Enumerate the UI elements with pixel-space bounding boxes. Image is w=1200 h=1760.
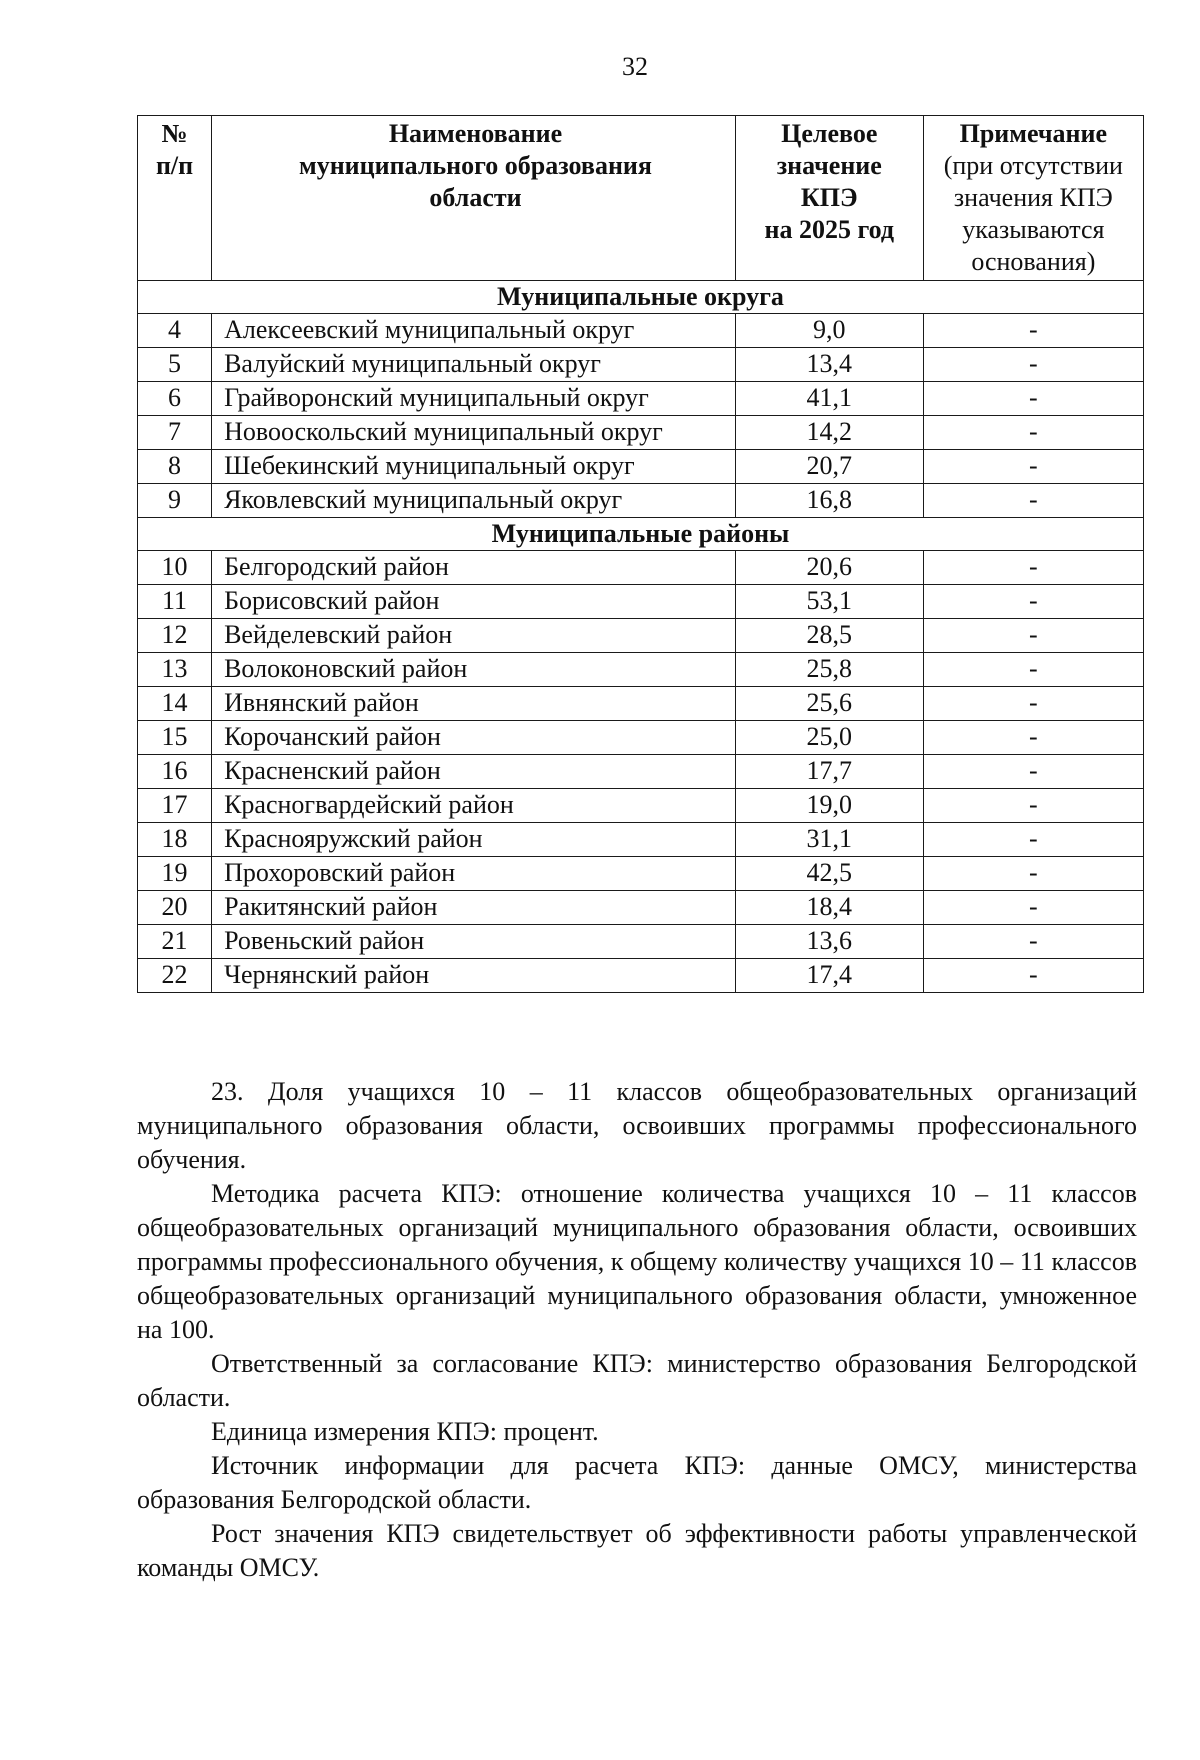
table-row [138, 585, 1144, 619]
row-name: Ракитянский район [212, 891, 736, 925]
header-name [212, 116, 736, 281]
kpe-table [137, 115, 1144, 993]
row-value: 42,5 [735, 857, 923, 891]
row-value: 14,2 [735, 416, 923, 450]
paragraph: Методика расчета КПЭ: отношение количества учащихся 10 – 11 классов общеобразовательных организаций муниципального образования области, освоивших программы профессионального обучения, к общему количеству учащихся 10 – 11 классов общеобразовательных организаций муниципального образования области, умноженное на 100. [137, 1179, 1137, 1344]
header-num [138, 116, 212, 281]
header-value-line: значение [776, 151, 882, 180]
row-number: 20 [138, 891, 212, 925]
table-row [138, 925, 1144, 959]
row-name: Чернянский район [212, 959, 736, 993]
row-note: - [923, 959, 1143, 993]
row-note: - [923, 348, 1143, 382]
row-note: - [923, 314, 1143, 348]
page-number: 32 [622, 52, 648, 81]
row-note: - [923, 925, 1143, 959]
table-header-row [138, 116, 1144, 281]
row-value: 41,1 [735, 382, 923, 416]
row-name: Вейделевский район [212, 619, 736, 653]
row-name: Ровеньский район [212, 925, 736, 959]
table-body [138, 281, 1144, 993]
row-note: - [923, 416, 1143, 450]
header-value-line: КПЭ [800, 183, 858, 212]
row-note: - [923, 382, 1143, 416]
row-value: 20,7 [735, 450, 923, 484]
table-row [138, 959, 1144, 993]
row-number: 6 [138, 382, 212, 416]
row-value: 53,1 [735, 585, 923, 619]
row-number: 12 [138, 619, 212, 653]
row-number: 16 [138, 755, 212, 789]
table-row [138, 789, 1144, 823]
row-number: 10 [138, 551, 212, 585]
row-value: 17,4 [735, 959, 923, 993]
header-num-line: п/п [155, 151, 194, 180]
row-name: Валуйский муниципальный округ [212, 348, 736, 382]
row-name: Белгородский район [212, 551, 736, 585]
row-name: Грайворонский муниципальный округ [212, 382, 736, 416]
row-value: 16,8 [735, 484, 923, 518]
row-note: - [923, 619, 1143, 653]
row-note: - [923, 789, 1143, 823]
header-name-line: области [429, 183, 522, 212]
row-note: - [923, 551, 1143, 585]
row-name: Краснояружский район [212, 823, 736, 857]
header-value-line: Целевое [781, 119, 878, 148]
table-row [138, 823, 1144, 857]
row-value: 9,0 [735, 314, 923, 348]
table-row [138, 484, 1144, 518]
table-row [138, 416, 1144, 450]
header-note-line: значения КПЭ [953, 183, 1113, 212]
row-name: Красногвардейский район [212, 789, 736, 823]
row-note: - [923, 687, 1143, 721]
group-title: Муниципальные районы [138, 518, 1144, 551]
row-value: 25,6 [735, 687, 923, 721]
row-name: Волоконовский район [212, 653, 736, 687]
group-title: Муниципальные округа [138, 281, 1144, 314]
header-value [735, 116, 923, 281]
row-number: 22 [138, 959, 212, 993]
table-row [138, 450, 1144, 484]
header-note-line: (при отсутствии [943, 151, 1123, 180]
row-note: - [923, 857, 1143, 891]
paragraph: Рост значения КПЭ свидетельствует об эффективности работы управленческой команды ОМСУ. [137, 1519, 1137, 1582]
group-row [138, 281, 1144, 314]
row-value: 20,6 [735, 551, 923, 585]
row-name: Алексеевский муниципальный округ [212, 314, 736, 348]
row-value: 18,4 [735, 891, 923, 925]
header-note-title: Примечание [959, 119, 1108, 148]
table-row [138, 891, 1144, 925]
row-name: Яковлевский муниципальный округ [212, 484, 736, 518]
row-number: 9 [138, 484, 212, 518]
row-value: 31,1 [735, 823, 923, 857]
row-number: 5 [138, 348, 212, 382]
row-value: 28,5 [735, 619, 923, 653]
table-row [138, 314, 1144, 348]
header-num-line: № [161, 119, 188, 148]
row-name: Прохоровский район [212, 857, 736, 891]
row-number: 19 [138, 857, 212, 891]
row-note: - [923, 484, 1143, 518]
row-value: 13,6 [735, 925, 923, 959]
row-number: 7 [138, 416, 212, 450]
row-number: 13 [138, 653, 212, 687]
row-note: - [923, 585, 1143, 619]
header-name-line: муниципального образования [298, 151, 652, 180]
row-note: - [923, 653, 1143, 687]
row-number: 18 [138, 823, 212, 857]
row-number: 8 [138, 450, 212, 484]
table-row [138, 348, 1144, 382]
header-name-line: Наименование [388, 119, 563, 148]
row-name: Шебекинский муниципальный округ [212, 450, 736, 484]
row-name: Борисовский район [212, 585, 736, 619]
row-value: 13,4 [735, 348, 923, 382]
table-row [138, 687, 1144, 721]
paragraph: Единица измерения КПЭ: процент. [211, 1417, 599, 1446]
text-block [137, 1075, 1137, 1585]
row-name: Красненский район [212, 755, 736, 789]
table-row [138, 382, 1144, 416]
row-note: - [923, 823, 1143, 857]
table-row [138, 619, 1144, 653]
row-note: - [923, 755, 1143, 789]
group-row [138, 518, 1144, 551]
header-value-line: на 2025 год [764, 215, 895, 244]
row-number: 15 [138, 721, 212, 755]
table-row [138, 755, 1144, 789]
row-value: 25,8 [735, 653, 923, 687]
row-note: - [923, 721, 1143, 755]
paragraph: 23. Доля учащихся 10 – 11 классов общеобразовательных организаций муниципального образования области, освоивших программы профессионального обучения. [137, 1077, 1137, 1174]
table-row [138, 653, 1144, 687]
row-number: 14 [138, 687, 212, 721]
header-note-line: указываются [962, 215, 1105, 244]
row-name: Новооскольский муниципальный округ [212, 416, 736, 450]
row-value: 17,7 [735, 755, 923, 789]
row-name: Ивнянский район [212, 687, 736, 721]
paragraph: Источник информации для расчета КПЭ: данные ОМСУ, министерства образования Белгородской области. [137, 1451, 1137, 1514]
row-value: 25,0 [735, 721, 923, 755]
table-row [138, 721, 1144, 755]
row-value: 19,0 [735, 789, 923, 823]
header-note-line: основания) [971, 247, 1096, 276]
paragraph: Ответственный за согласование КПЭ: министерство образования Белгородской области. [137, 1349, 1137, 1412]
row-number: 17 [138, 789, 212, 823]
row-name: Корочанский район [212, 721, 736, 755]
header-note [923, 116, 1143, 281]
row-note: - [923, 891, 1143, 925]
row-number: 11 [138, 585, 212, 619]
row-number: 21 [138, 925, 212, 959]
table-row [138, 551, 1144, 585]
row-note: - [923, 450, 1143, 484]
row-number: 4 [138, 314, 212, 348]
table-row [138, 857, 1144, 891]
